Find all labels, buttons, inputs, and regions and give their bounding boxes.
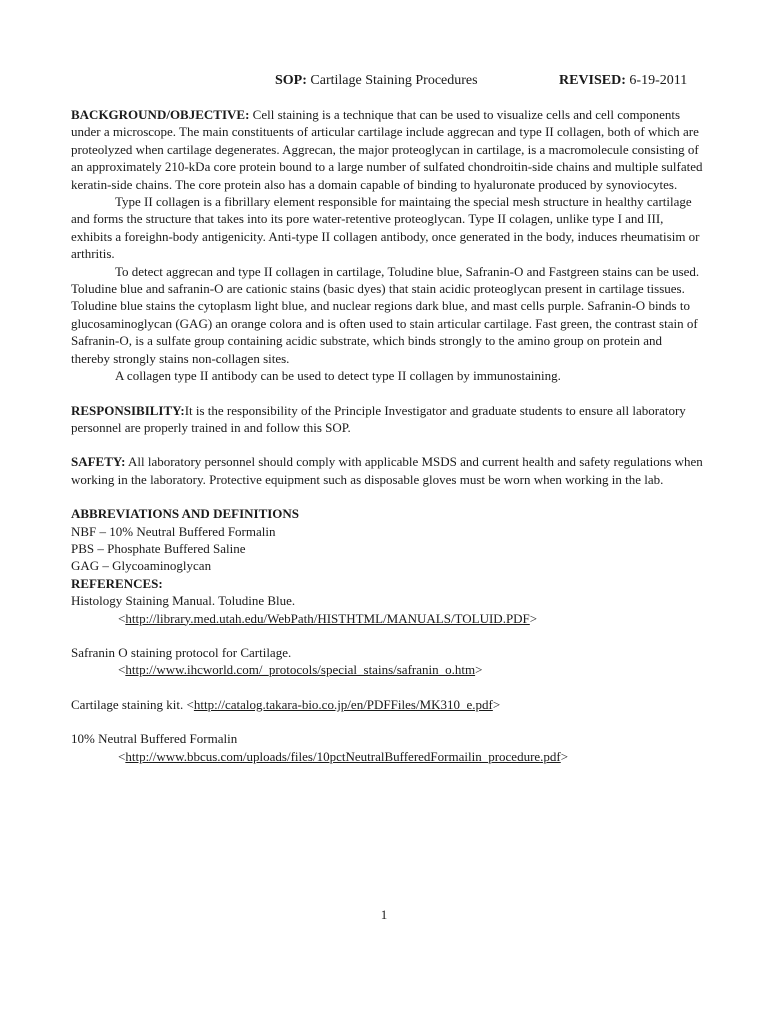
document-header bbox=[71, 70, 703, 90]
references-section bbox=[71, 575, 703, 765]
sop-title: Cartilage Staining Procedures bbox=[310, 73, 478, 88]
background-paragraph-4: A collagen type II antibody can be used to detect type II collagen by immunostaining. bbox=[115, 368, 561, 384]
abbreviation-item: NBF – 10% Neutral Buffered Formalin bbox=[71, 523, 276, 539]
revised-date: 6-19-2011 bbox=[629, 73, 688, 88]
abbreviations-section bbox=[71, 505, 703, 575]
references-heading: REFERENCES: bbox=[71, 575, 163, 591]
safety-heading: SAFETY: bbox=[71, 454, 126, 470]
reference-2-title: Safranin O staining protocol for Cartilage. bbox=[71, 644, 292, 660]
reference-4-link[interactable]: http://www.bbcus.com/uploads/files/10pctNeutralBufferedFormailin_procedure.pdf bbox=[125, 748, 561, 764]
revised-line bbox=[559, 72, 687, 89]
abbreviation-item: PBS – Phosphate Buffered Saline bbox=[71, 540, 246, 556]
reference-2-link-line: <http://www.ihcworld.com/_protocols/special_stains/safranin_o.htm> bbox=[118, 662, 483, 678]
reference-4-link-line: <http://www.bbcus.com/uploads/files/10pctNeutralBufferedFormailin_procedure.pdf> bbox=[118, 748, 569, 764]
background-paragraph-2: Type II collagen is a fibrillary element responsible for maintaing the special mesh structure in healthy cartilage and forms the structure that takes into its pore water-retentive proteoglycan. Type II colagen, unlike type I and III, exhibits a foreighn-body antigenicity. Anti-type II collagen antibody, once generated in the body, induces rheumatisim or arthritis. bbox=[71, 194, 700, 262]
reference-1-link[interactable]: http://library.med.utah.edu/WebPath/HISTHTML/MANUALS/TOLUID.PDF bbox=[125, 610, 530, 626]
reference-2-link[interactable]: http://www.ihcworld.com/_protocols/special_stains/safranin_o.htm bbox=[125, 662, 476, 678]
background-paragraph-3: To detect aggrecan and type II collagen in cartilage, Toludine blue, Safranin-O and Fastgreen stains can be used. Toludine blue and safranin-O are cationic stains (basic dyes) that stain acidic proteoglycan present in cartilage tissues. Toludine blue stains the cytoplasm light blue, and nuclear regions dark blue, and mast cells purple. Safranin-O binds to glucosaminoglycan (GAG) an orange colora and is often used to stain articular cartilage. Fast green, the contrast stain of Safranin-O, is a sulfate group containing acidic substrate, which binds strongly to the amino group on protein and thereby strongly stains non-collagen sites. bbox=[71, 263, 700, 366]
background-paragraph-1: BACKGROUND/OBJECTIVE: Cell staining is a technique that can be used to visualize cells and cell components under a microscope. The main constituents of articular cartilage include aggrecan and type II collagen, both of which are proteolyzed when cartilage degenerates. Aggrecan, the major proteoglycan in cartilage, is a macromolecule consisting of an approximately 210-kDa core protein bound to a large number of sulfated chondroitin-side chains and multiple sulfated keratin-side chains. The core protein also has a domain capable of binding to hyaluronate produced by synoviocytes. bbox=[71, 107, 703, 192]
page-number: 1 bbox=[380, 907, 388, 922]
abbreviations-heading: ABBREVIATIONS AND DEFINITIONS bbox=[71, 506, 300, 522]
reference-1-title: Histology Staining Manual. Toludine Blue. bbox=[71, 593, 296, 609]
reference-3-line: Cartilage staining kit. <http://catalog.takara-bio.co.jp/en/PDFFiles/MK310_e.pdf> bbox=[71, 696, 501, 712]
revised-label: REVISED: bbox=[559, 73, 626, 88]
document-page bbox=[71, 70, 703, 765]
abbreviation-item: GAG – Glycoaminoglycan bbox=[71, 558, 212, 574]
safety-paragraph: SAFETY: All laboratory personnel should comply with applicable MSDS and current health and safety regulations when working in the laboratory. Protective equipment such as disposable gloves must be worn when working in the lab. bbox=[71, 454, 703, 487]
background-heading: BACKGROUND/OBJECTIVE: bbox=[71, 107, 250, 122]
responsibility-heading: RESPONSIBILITY: bbox=[71, 402, 185, 418]
background-section bbox=[71, 106, 703, 385]
reference-3-link[interactable]: http://catalog.takara-bio.co.jp/en/PDFFiles/MK310_e.pdf bbox=[193, 696, 493, 712]
sop-title-line bbox=[275, 72, 478, 89]
reference-4-title: 10% Neutral Buffered Formalin bbox=[71, 731, 238, 747]
responsibility-paragraph: RESPONSIBILITY:It is the responsibility of the Principle Investigator and graduate students to ensure all laboratory personnel are properly trained in and follow this SOP. bbox=[71, 402, 686, 435]
reference-3-title: Cartilage staining kit. bbox=[71, 696, 184, 712]
sop-label: SOP: bbox=[275, 73, 307, 88]
responsibility-section bbox=[71, 402, 703, 437]
reference-1-link-line: <http://library.med.utah.edu/WebPath/HISTHTML/MANUALS/TOLUID.PDF> bbox=[118, 610, 538, 626]
safety-section bbox=[71, 453, 703, 488]
